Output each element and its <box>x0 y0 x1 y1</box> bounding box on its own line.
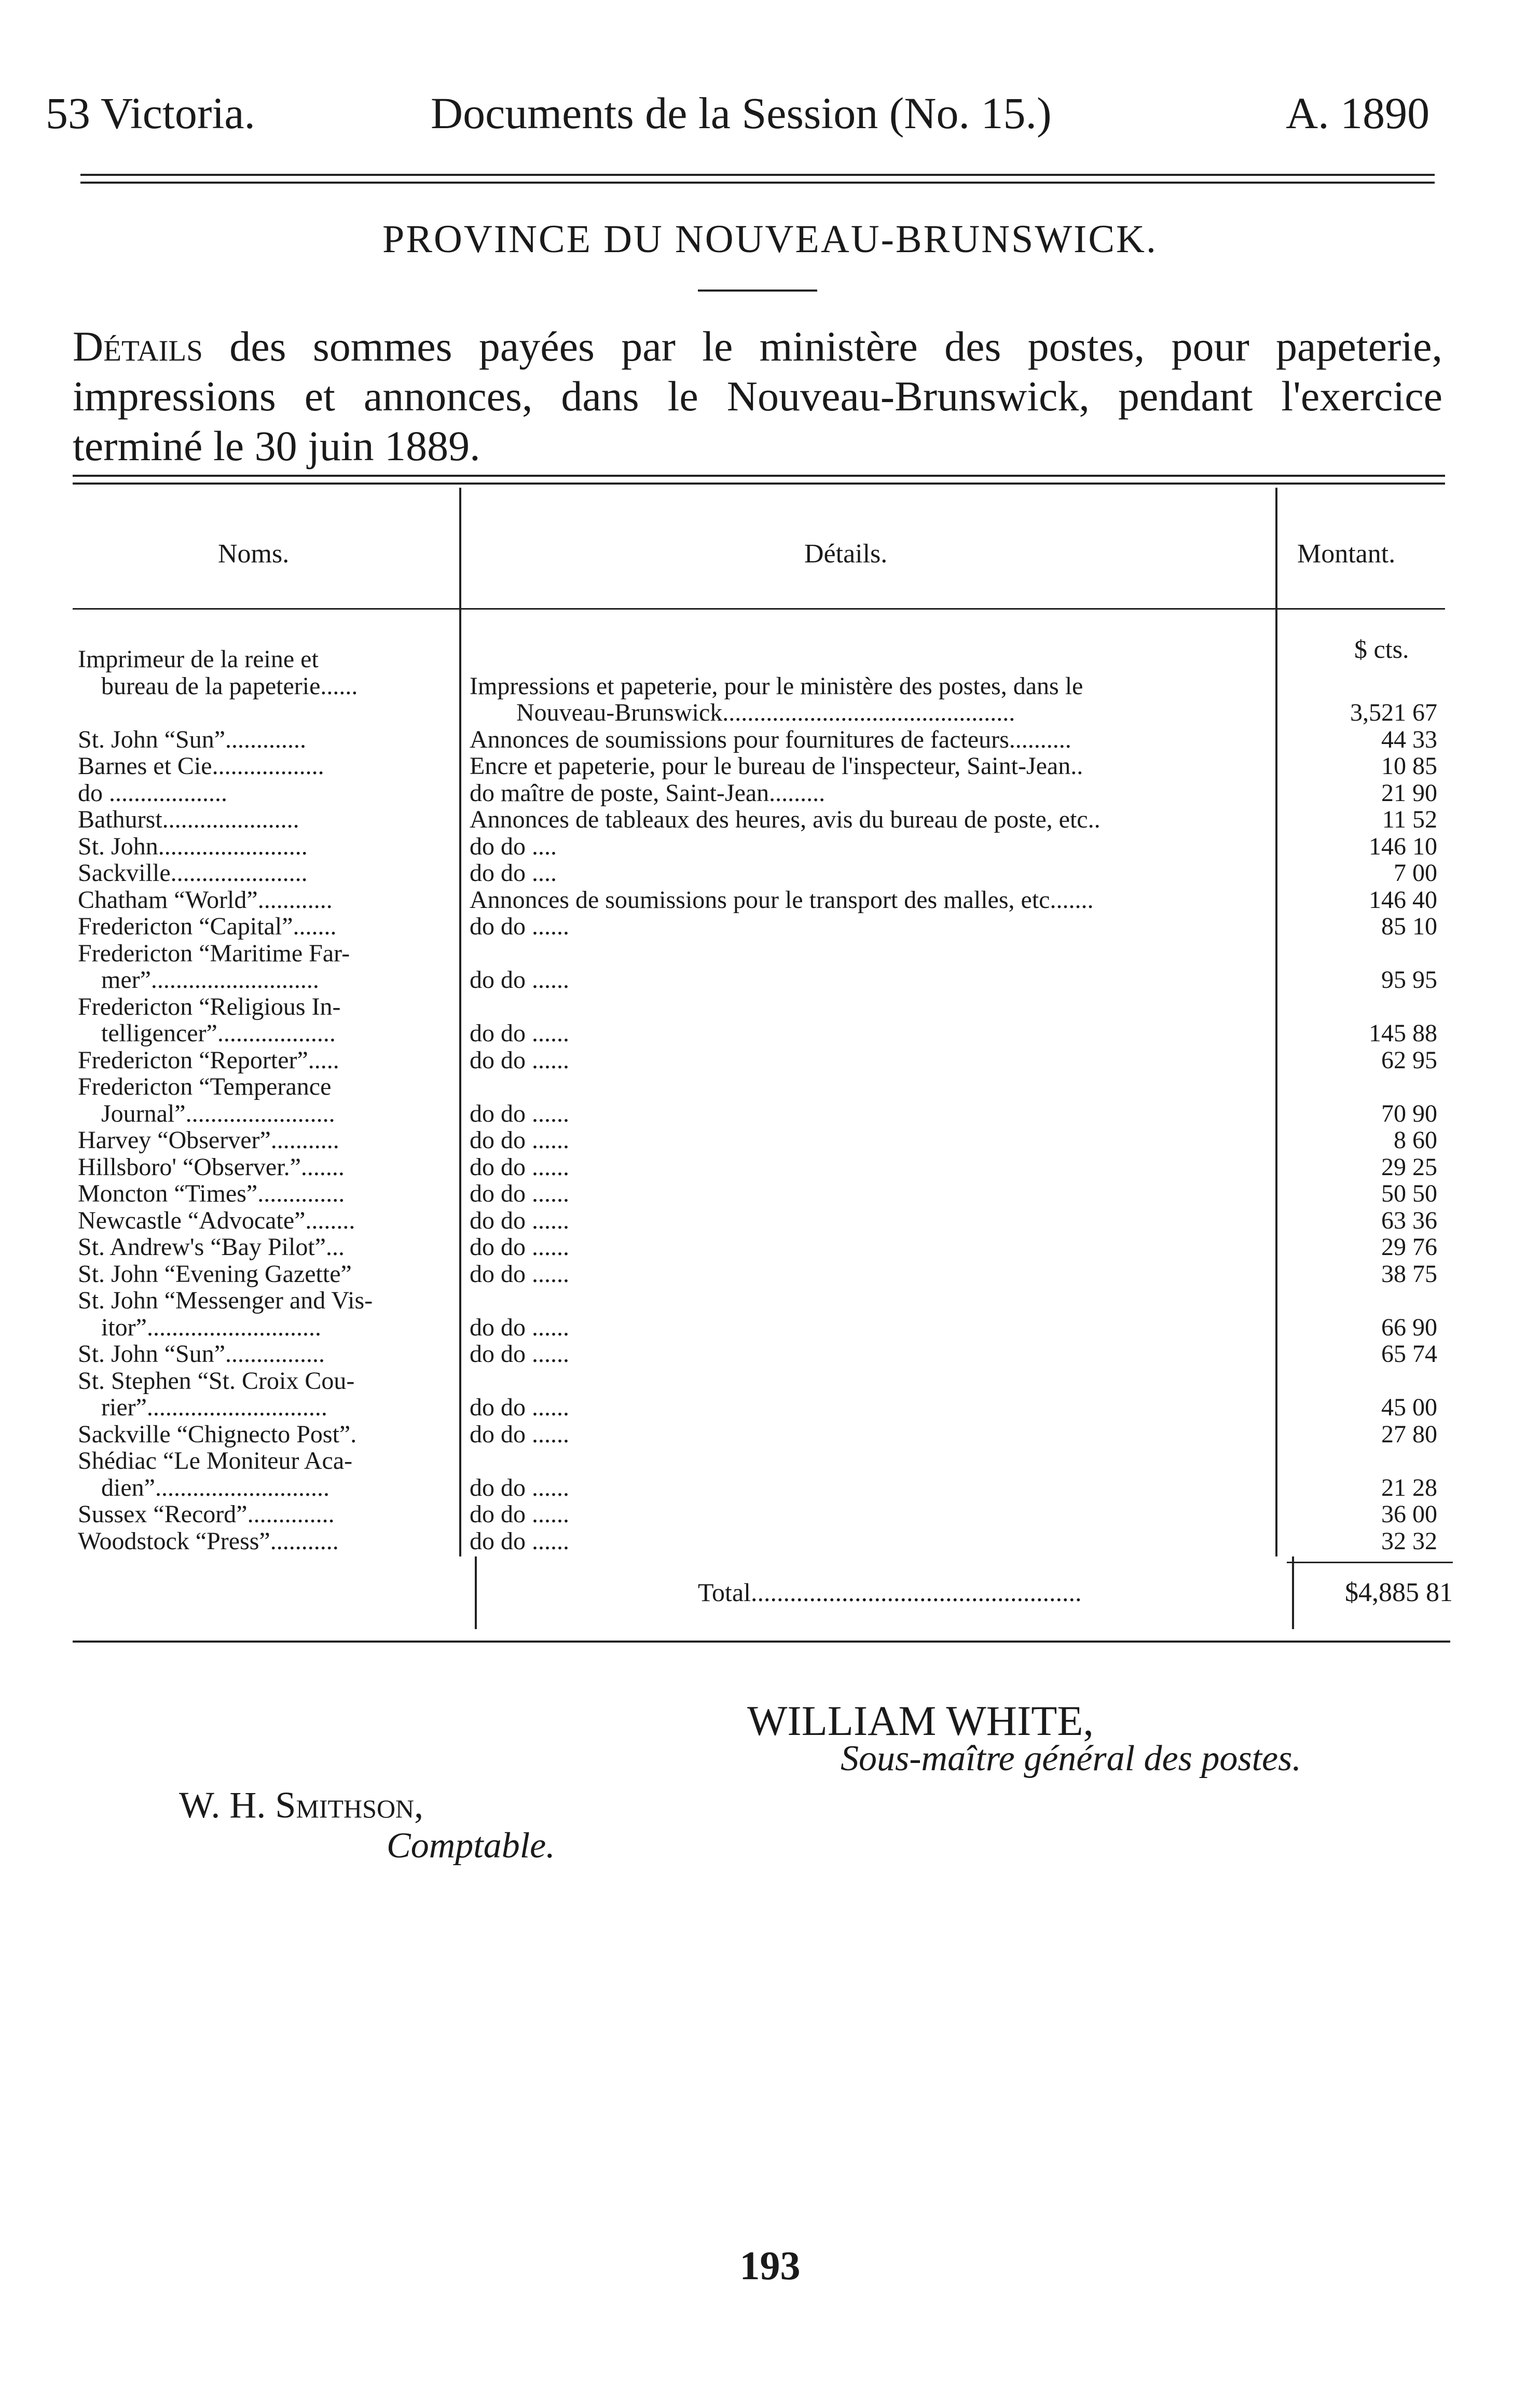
row-name: rier”............................. <box>101 1394 327 1421</box>
row-name: St. John “Messenger and Vis- <box>78 1287 373 1314</box>
signature-primary-title: Sous-maître général des postes. <box>841 1739 1301 1779</box>
row-amount: 32 32 <box>1381 1528 1437 1555</box>
row-name: Barnes et Cie.................. <box>78 753 324 780</box>
table-row <box>0 1287 1540 1314</box>
table-row <box>0 1100 1540 1127</box>
intro-paragraph <box>73 322 1442 471</box>
table-rule-top-2 <box>73 483 1445 485</box>
row-detail: do do ...... <box>470 1047 569 1074</box>
row-detail: Impressions et papeterie, pour le ministère des postes, dans le <box>470 673 1083 700</box>
row-detail: do do ...... <box>470 1314 569 1341</box>
column-header-details: Détails. <box>804 539 888 569</box>
table-row <box>0 699 1540 726</box>
row-name: Harvey “Observer”........... <box>78 1127 339 1154</box>
header-volume: 53 Victoria. <box>46 88 256 138</box>
table-row <box>0 1020 1540 1047</box>
page-number: 193 <box>739 2243 801 2288</box>
row-detail: do do ...... <box>470 1261 569 1288</box>
row-amount: 63 36 <box>1381 1207 1437 1234</box>
row-detail: do do ...... <box>470 1180 569 1207</box>
row-name: St. John “Sun”................ <box>78 1341 325 1368</box>
row-name: Hillsboro' “Observer.”....... <box>78 1154 345 1181</box>
row-name: Fredericton “Capital”....... <box>78 913 337 940</box>
row-amount: 21 28 <box>1381 1475 1437 1501</box>
row-name: St. John........................ <box>78 833 308 860</box>
row-detail: do do ...... <box>470 1394 569 1421</box>
row-name: Woodstock “Press”........... <box>78 1528 339 1555</box>
row-amount: 146 10 <box>1369 833 1437 860</box>
row-detail: do do ...... <box>470 1100 569 1127</box>
table-row <box>0 1421 1540 1448</box>
row-detail: do do ...... <box>470 1127 569 1154</box>
table-row <box>0 1207 1540 1234</box>
table-row <box>0 1341 1540 1368</box>
row-amount: 85 10 <box>1381 913 1437 940</box>
row-name: Fredericton “Maritime Far- <box>78 940 350 967</box>
table-row <box>0 1073 1540 1100</box>
row-amount: 3,521 67 <box>1350 699 1437 726</box>
table-row <box>0 1501 1540 1528</box>
table-row <box>0 1475 1540 1501</box>
row-name: Sussex “Record”.............. <box>78 1501 335 1528</box>
row-amount: 70 90 <box>1381 1100 1437 1127</box>
table-row <box>0 994 1540 1021</box>
row-amount: 27 80 <box>1381 1421 1437 1448</box>
table-row <box>0 1448 1540 1475</box>
header-separator <box>73 608 1445 610</box>
column-header-names: Noms. <box>218 539 290 569</box>
row-detail: Nouveau-Brunswick............................................... <box>516 699 1015 726</box>
table-row <box>0 806 1540 833</box>
table-row <box>0 1154 1540 1181</box>
row-detail: do do ...... <box>470 1207 569 1234</box>
row-amount: 29 76 <box>1381 1234 1437 1261</box>
intro-lead: Détails <box>73 323 203 370</box>
row-amount: 38 75 <box>1381 1261 1437 1288</box>
table-rule-top-1 <box>73 475 1445 477</box>
currency-header: $ cts. <box>1354 635 1409 664</box>
title-divider <box>698 290 817 292</box>
row-name: St. Stephen “St. Croix Cou- <box>78 1368 355 1395</box>
total-rule <box>1287 1562 1453 1563</box>
page-title: PROVINCE DU NOUVEAU-BRUNSWICK. <box>382 217 1158 261</box>
row-amount: 21 90 <box>1381 780 1437 807</box>
table-row <box>0 833 1540 860</box>
row-amount: 44 33 <box>1381 726 1437 753</box>
table-row <box>0 646 1540 673</box>
row-amount: 8 60 <box>1394 1127 1437 1154</box>
row-name: Bathurst...................... <box>78 806 299 833</box>
row-detail: do do ...... <box>470 1421 569 1448</box>
row-name: Fredericton “Reporter”..... <box>78 1047 339 1074</box>
row-detail: Annonces de tableaux des heures, avis du bureau de poste, etc.. <box>470 806 1101 833</box>
row-name: Fredericton “Temperance <box>78 1073 332 1100</box>
row-detail: do do ...... <box>470 1154 569 1181</box>
row-name: St. John “Evening Gazette” <box>78 1261 352 1288</box>
row-name: mer”........................... <box>101 967 319 994</box>
row-name: itor”............................ <box>101 1314 321 1341</box>
row-detail: do do .... <box>470 860 557 887</box>
table-row <box>0 1314 1540 1341</box>
table-row <box>0 1261 1540 1288</box>
table-row <box>0 1180 1540 1207</box>
row-detail: do do ...... <box>470 1475 569 1501</box>
row-name: Newcastle “Advocate”........ <box>78 1207 355 1234</box>
signature-primary-name: WILLIAM WHITE, <box>747 1697 1094 1744</box>
table-row <box>0 780 1540 807</box>
row-name: Moncton “Times”.............. <box>78 1180 345 1207</box>
row-amount: 7 00 <box>1394 860 1437 887</box>
row-name: Shédiac “Le Moniteur Aca- <box>78 1448 353 1475</box>
row-amount: 95 95 <box>1381 967 1437 994</box>
table-rule-bottom <box>73 1641 1450 1643</box>
table-row <box>0 1394 1540 1421</box>
row-name: Sackville “Chignecto Post”. <box>78 1421 357 1448</box>
row-amount: 145 88 <box>1369 1020 1437 1047</box>
row-amount: 50 50 <box>1381 1180 1437 1207</box>
row-detail: do do ...... <box>470 1528 569 1555</box>
column-header-amount: Montant. <box>1297 539 1396 569</box>
row-amount: 146 40 <box>1369 887 1437 914</box>
table-row <box>0 913 1540 940</box>
row-name: Sackville...................... <box>78 860 308 887</box>
row-amount: 66 90 <box>1381 1314 1437 1341</box>
total-divider-left <box>475 1556 477 1629</box>
table-row <box>0 1528 1540 1555</box>
table-row <box>0 967 1540 994</box>
row-amount: 11 52 <box>1382 806 1437 833</box>
table-row <box>0 673 1540 700</box>
row-detail: Annonces de soumissions pour le transport des malles, etc....... <box>470 887 1094 914</box>
row-detail: do do ...... <box>470 1501 569 1528</box>
row-amount: 45 00 <box>1381 1394 1437 1421</box>
total-amount: $4,885 81 <box>1345 1578 1453 1607</box>
table-row <box>0 726 1540 753</box>
row-name: Journal”........................ <box>101 1100 335 1127</box>
row-detail: do do ...... <box>470 967 569 994</box>
row-detail: do do ...... <box>470 1234 569 1261</box>
table-row <box>0 860 1540 887</box>
row-amount: 62 95 <box>1381 1047 1437 1074</box>
row-amount: 36 00 <box>1381 1501 1437 1528</box>
table-row <box>0 887 1540 914</box>
row-detail: do do ...... <box>470 1341 569 1368</box>
row-name: bureau de la papeterie...... <box>101 673 358 700</box>
row-name: Chatham “World”............ <box>78 887 333 914</box>
row-detail: do maître de poste, Saint-Jean......... <box>470 780 826 807</box>
header-rule-bottom <box>80 182 1435 184</box>
row-amount: 65 74 <box>1381 1341 1437 1368</box>
table-row <box>0 1127 1540 1154</box>
row-detail: do do ...... <box>470 913 569 940</box>
table-row <box>0 1234 1540 1261</box>
row-detail: Annonces de soumissions pour fournitures de facteurs.......... <box>470 726 1071 753</box>
row-name: dien”............................ <box>101 1475 329 1501</box>
row-detail: do do .... <box>470 833 557 860</box>
row-name: telligencer”................... <box>101 1020 336 1047</box>
row-amount: 10 85 <box>1381 753 1437 780</box>
table-row <box>0 1047 1540 1074</box>
table-row <box>0 940 1540 967</box>
row-name: do ................... <box>78 780 227 807</box>
table-row <box>0 1368 1540 1395</box>
table-row <box>0 753 1540 780</box>
signature-secondary-title: Comptable. <box>387 1826 555 1866</box>
intro-text: des sommes payées par le ministère des postes, pour papeterie, impressions et annonces, dans le Nouveau-Brunswick, pendant l'exercice terminé le 30 juin 1889. <box>73 323 1442 470</box>
header-document: Documents de la Session (No. 15.) <box>431 88 1052 138</box>
row-name: St. John “Sun”............. <box>78 726 307 753</box>
row-detail: Encre et papeterie, pour le bureau de l'inspecteur, Saint-Jean.. <box>470 753 1083 780</box>
row-name: Imprimeur de la reine et <box>78 646 319 673</box>
row-amount: 29 25 <box>1381 1154 1437 1181</box>
total-label: Total................................................... <box>698 1578 1082 1607</box>
row-name: St. Andrew's “Bay Pilot”... <box>78 1234 345 1261</box>
header-rule-top <box>80 174 1435 176</box>
signature-secondary-name: W. H. Smithson, <box>179 1784 424 1826</box>
row-name: Fredericton “Religious In- <box>78 994 341 1021</box>
header-year: A. 1890 <box>1286 88 1430 138</box>
row-detail: do do ...... <box>470 1020 569 1047</box>
